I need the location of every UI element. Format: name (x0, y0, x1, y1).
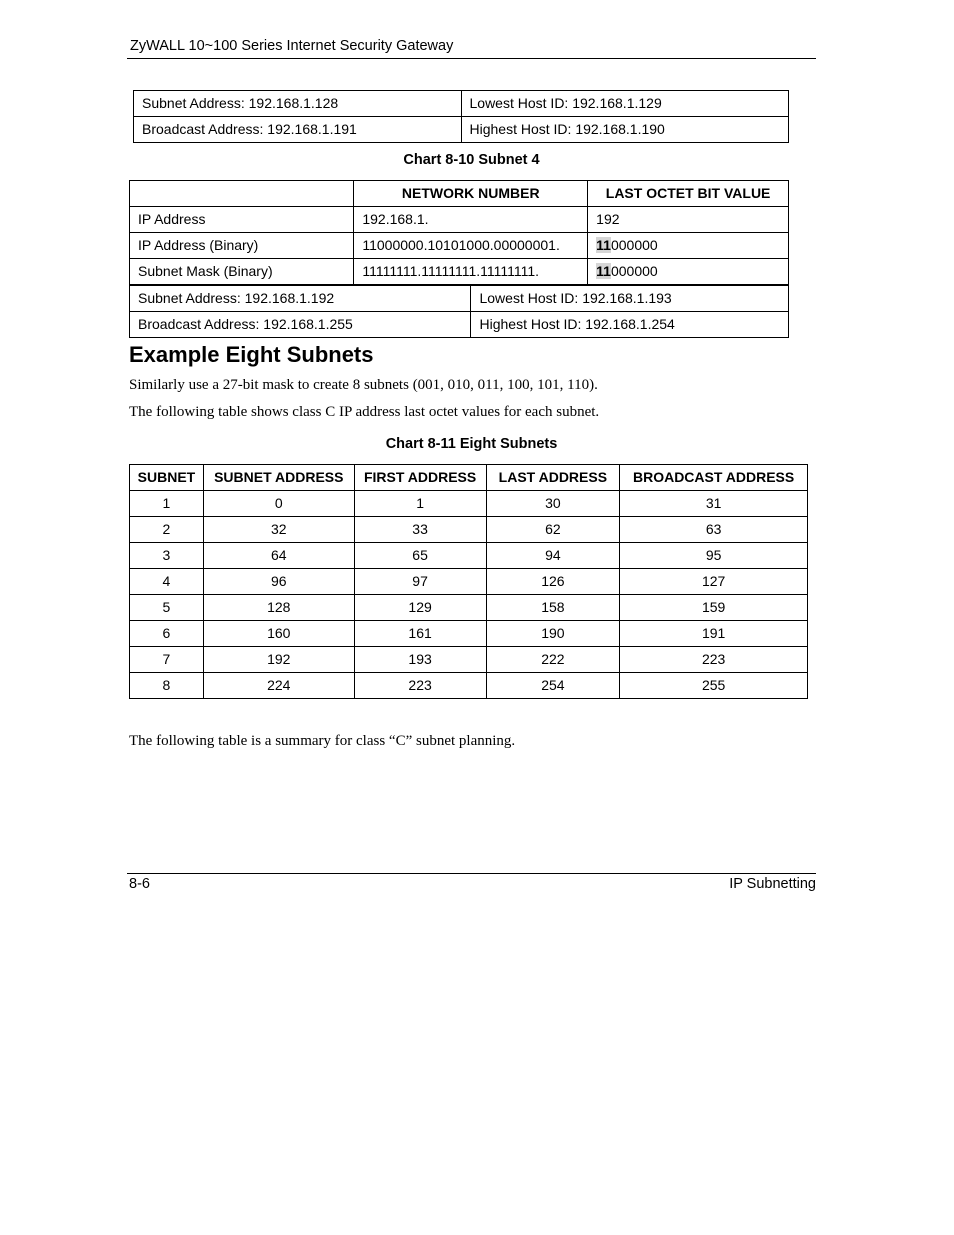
subnet3-summary-table (133, 90, 789, 143)
table-cell: 96 (203, 569, 354, 595)
network-number: 192.168.1. (354, 207, 588, 233)
table-header-cell (130, 181, 354, 207)
chapter-title: IP Subnetting (729, 876, 816, 892)
table-row (130, 569, 808, 595)
row-label: Subnet Mask (Binary) (130, 259, 354, 285)
page-number: 8-6 (129, 876, 150, 892)
table-cell: 223 (354, 673, 486, 699)
table-cell: 31 (620, 491, 808, 517)
section-heading: Example Eight Subnets (129, 342, 374, 367)
table-row (130, 517, 808, 543)
highlighted-bits: 11 (596, 237, 611, 253)
table-row (130, 673, 808, 699)
remaining-bits: 000000 (610, 263, 658, 279)
table-row (130, 207, 789, 233)
table-header-cell: SUBNET (130, 465, 204, 491)
table-cell: 62 (486, 517, 620, 543)
paragraph: The following table is a summary for class “C” subnet planning. (129, 733, 516, 749)
table-cell: 127 (620, 569, 808, 595)
network-number: 11111111.11111111.11111111. (354, 259, 588, 285)
paragraph: The following table shows class C IP address last octet values for each subnet. (129, 404, 600, 420)
eight-subnets-table (129, 464, 808, 699)
table-cell: 2 (130, 517, 204, 543)
table-cell: 32 (203, 517, 354, 543)
table-cell: Subnet Address: 192.168.1.192 (130, 286, 471, 312)
table-cell: 161 (354, 621, 486, 647)
paragraph: Similarly use a 27-bit mask to create 8 subnets (001, 010, 011, 100, 101, 110). (129, 377, 598, 393)
table-row (130, 233, 789, 259)
table-cell: 1 (354, 491, 486, 517)
table-cell: 3 (130, 543, 204, 569)
table-cell: 126 (486, 569, 620, 595)
footer-rule (127, 873, 816, 874)
table-header-cell: NETWORK NUMBER (354, 181, 588, 207)
table-cell: 158 (486, 595, 620, 621)
table-cell: 1 (130, 491, 204, 517)
highlighted-bits: 11 (596, 263, 611, 279)
table-cell: 8 (130, 673, 204, 699)
table-cell: 97 (354, 569, 486, 595)
table-cell: 95 (620, 543, 808, 569)
table-cell: 222 (486, 647, 620, 673)
table-cell: 4 (130, 569, 204, 595)
table-cell: Broadcast Address: 192.168.1.191 (134, 117, 462, 143)
table-cell: 193 (354, 647, 486, 673)
table-cell: Highest Host ID: 192.168.1.190 (461, 117, 789, 143)
table-cell: 254 (486, 673, 620, 699)
table-cell: 160 (203, 621, 354, 647)
table-cell: 6 (130, 621, 204, 647)
subnet4-table (129, 180, 789, 285)
eight-subnets-body (130, 491, 808, 699)
table-header-cell: BROADCAST ADDRESS (620, 465, 808, 491)
table-row (130, 286, 789, 312)
table-row (130, 595, 808, 621)
table-row (130, 543, 808, 569)
last-octet: 192 (588, 207, 789, 233)
table-row (130, 621, 808, 647)
table-cell: Lowest Host ID: 192.168.1.129 (461, 91, 789, 117)
table-cell: 94 (486, 543, 620, 569)
table-cell: 190 (486, 621, 620, 647)
table-header-row (130, 181, 789, 207)
table-row (130, 647, 808, 673)
table-cell: 63 (620, 517, 808, 543)
subnet4-summary-table (129, 285, 789, 338)
table-cell: 192 (203, 647, 354, 673)
table-cell: 65 (354, 543, 486, 569)
table-cell: 64 (203, 543, 354, 569)
table-row (130, 312, 789, 338)
table-row (130, 259, 789, 285)
table-header-cell: LAST OCTET BIT VALUE (588, 181, 789, 207)
chart-8-10-caption: Chart 8-10 Subnet 4 (403, 152, 540, 168)
table-row (134, 91, 789, 117)
page-header-title: ZyWALL 10~100 Series Internet Security Gateway (130, 38, 454, 54)
row-label: IP Address (130, 207, 354, 233)
table-cell: 5 (130, 595, 204, 621)
table-cell: 0 (203, 491, 354, 517)
table-cell: 129 (354, 595, 486, 621)
table-cell: 30 (486, 491, 620, 517)
table-cell: 224 (203, 673, 354, 699)
table-cell: Highest Host ID: 192.168.1.254 (471, 312, 789, 338)
table-cell: Lowest Host ID: 192.168.1.193 (471, 286, 789, 312)
table-row (130, 491, 808, 517)
table-row (134, 117, 789, 143)
table-cell: 7 (130, 647, 204, 673)
last-octet (588, 259, 789, 285)
table-cell: 255 (620, 673, 808, 699)
table-cell: 33 (354, 517, 486, 543)
table-header-cell: LAST ADDRESS (486, 465, 620, 491)
remaining-bits: 000000 (610, 237, 658, 253)
row-label: IP Address (Binary) (130, 233, 354, 259)
table-cell: 191 (620, 621, 808, 647)
table-cell: 128 (203, 595, 354, 621)
table-header-row (130, 465, 808, 491)
table-cell: 159 (620, 595, 808, 621)
chart-8-11-caption: Chart 8-11 Eight Subnets (385, 436, 558, 452)
table-header-cell: FIRST ADDRESS (354, 465, 486, 491)
table-cell: 223 (620, 647, 808, 673)
network-number: 11000000.10101000.00000001. (354, 233, 588, 259)
header-rule (127, 58, 816, 59)
table-cell: Broadcast Address: 192.168.1.255 (130, 312, 471, 338)
table-header-cell: SUBNET ADDRESS (203, 465, 354, 491)
last-octet (588, 233, 789, 259)
table-cell: Subnet Address: 192.168.1.128 (134, 91, 462, 117)
